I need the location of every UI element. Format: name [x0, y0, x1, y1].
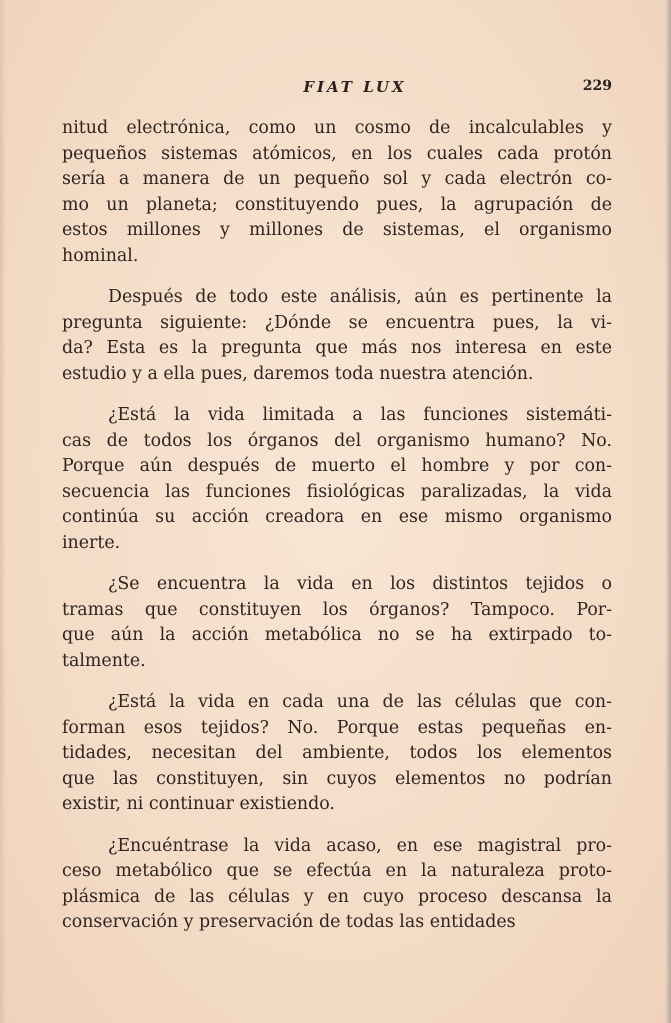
paragraph: [62, 834, 612, 936]
text-line: ¿Está la vida limitada a las funciones sistemáti-: [108, 405, 612, 425]
paragraph: [62, 572, 612, 674]
text-line: plásmica de las células y en cuyo proceso descansa la: [62, 886, 612, 907]
text-line: que aún la acción metabólica no se ha extirpado to-: [62, 625, 612, 645]
text-line: cas de todos los órganos del organismo humano? No.: [62, 430, 612, 451]
running-title: FIAT LUX: [303, 78, 407, 96]
text-line: ¿Encuéntrase la vida acaso, en ese magistral pro-: [108, 835, 612, 856]
text-line: secuencia las funciones fisiológicas paralizadas, la vida: [62, 481, 612, 502]
text-line: estudio y a ella pues, daremos toda nuestra atención.: [62, 363, 534, 384]
text-line: existir, ni continuar existiendo.: [62, 794, 335, 814]
page-header: [62, 78, 612, 100]
page-left-edge-shadow: [0, 0, 6, 1023]
text-line: hominal.: [62, 245, 139, 266]
text-line: tidades, necesitan del ambiente, todos los elementos: [62, 743, 612, 763]
body-text: [62, 116, 612, 952]
text-line: ¿Está la vida en cada una de las células que con-: [108, 692, 612, 712]
paragraph: [62, 690, 612, 818]
paragraph: [62, 403, 612, 556]
text-line: conservación y preservación de todas las entidades: [62, 912, 516, 932]
paragraph: [62, 116, 612, 269]
paragraph: [62, 285, 612, 387]
text-line: talmente.: [62, 650, 146, 671]
text-line: pequeños sistemas atómicos, en los cuales cada protón: [62, 143, 612, 164]
page-number: 229: [582, 78, 612, 94]
text-line: que las constituyen, sin cuyos elementos no podrían: [62, 768, 612, 789]
text-line: continúa su acción creadora en ese mismo organismo: [62, 507, 612, 527]
text-line: ¿Se encuentra la vida en los distintos tejidos o: [108, 574, 612, 594]
text-line: tramas que constituyen los órganos? Tampoco. Por-: [62, 599, 612, 620]
text-line: forman esos tejidos? No. Porque estas pequeñas en-: [62, 717, 612, 738]
text-line: ceso metabólico que se efectúa en la naturaleza proto-: [62, 861, 612, 881]
text-line: Después de todo este análisis, aún es pertinente la: [108, 287, 612, 307]
text-line: mo un planeta; constituyendo pues, la agrupación de: [62, 194, 612, 215]
text-line: Porque aún después de muerto el hombre y por con-: [62, 456, 612, 476]
text-line: inerte.: [62, 532, 121, 553]
text-line: da? Esta es la pregunta que más nos interesa en este: [62, 338, 612, 358]
text-line: sería a manera de un pequeño sol y cada electrón co-: [62, 169, 612, 189]
text-line: pregunta siguiente: ¿Dónde se encuentra pues, la vi-: [62, 312, 612, 333]
text-line: estos millones y millones de sistemas, el organismo: [62, 220, 612, 240]
page-right-edge-shadow: [665, 0, 671, 1023]
text-line: nitud electrónica, como un cosmo de incalculables y: [62, 118, 612, 138]
